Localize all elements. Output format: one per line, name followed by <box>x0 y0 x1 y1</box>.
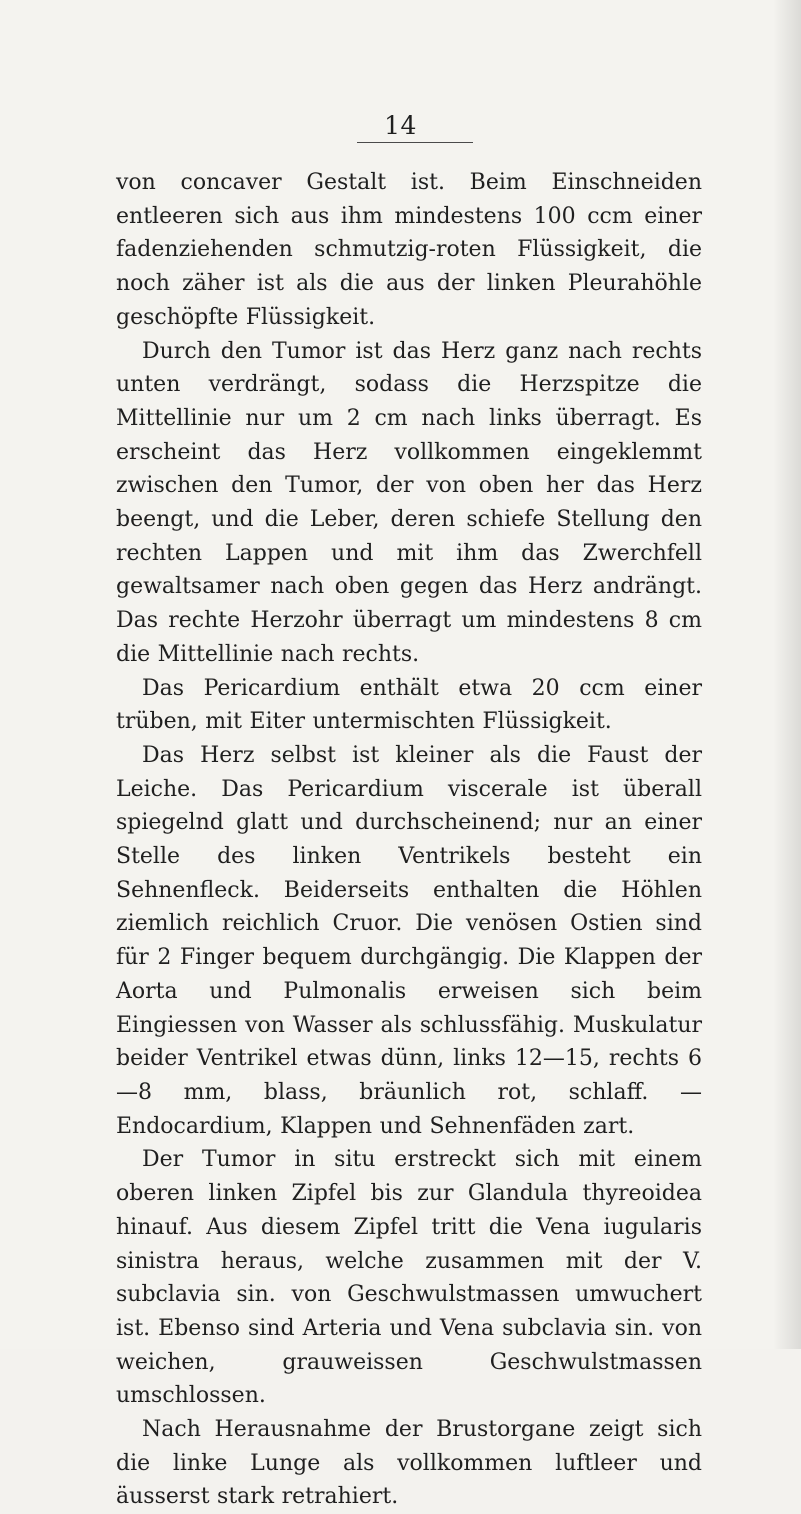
paragraph-4: Das Herz selbst ist kleiner als die Faust der Leiche. Das Pericardium viscerale ist überall spiegelnd glatt und durchscheinend; nur an einer Stelle des linken Ventrikels besteht ein Sehnenfleck. Beiderseits enthalten die Höhlen ziemlich reichlich Cruor. Die venösen Ostien sind für 2 Finger bequem durchgängig. Die Klappen der Aorta und Pulmonalis erweisen sich beim Eingiessen von Wasser als schlussfähig. Muskulatur beider Ventrikel etwas dünn, links 12—15, rechts 6—8 mm, blass, bräunlich rot, schlaff. — Endocardium, Klappen und Sehnenfäden zart. <box>116 742 702 1139</box>
paragraph-1: von concaver Gestalt ist. Beim Einschneiden entleeren sich aus ihm mindestens 100 ccm einer fadenziehenden schmutzig-roten Flüssigkeit, die noch zäher ist als die aus der linken Pleurahöhle geschöpfte Flüssigkeit. <box>116 170 702 330</box>
paragraph-6: Nach Herausnahme der Brustorgane zeigt sich die linke Lunge als vollkommen luftleer und äusserst stark retrahiert. <box>116 1417 702 1510</box>
body-text <box>116 166 702 1514</box>
paragraph-2: Durch den Tumor ist das Herz ganz nach rechts unten verdrängt, sodass die Herzspitze die Mittellinie nur um 2 cm nach links überragt. Es erscheint das Herz vollkommen eingeklemmt zwischen den Tumor, der von oben her das Herz beengt, und die Leber, deren schiefe Stellung den rechten Lappen und mit ihm das Zwerchfell gewaltsamer nach oben gegen das Herz andrängt. Das rechte Herzohr überragt um mindestens 8 cm die Mittellinie nach rechts. <box>116 338 702 667</box>
paragraph-5: Der Tumor in situ erstreckt sich mit einem oberen linken Zipfel bis zur Glandula thyreoidea hinauf. Aus diesem Zipfel tritt die Vena iugularis sinistra heraus, welche zusammen mit der V. subclavia sin. von Geschwulstmassen umwuchert ist. Ebenso sind Arteria und Vena subclavia sin. von weichen, grauweissen Geschwulstmassen umschlossen. <box>116 1147 702 1409</box>
page-number: 14 <box>384 111 417 140</box>
paragraph-3: Das Pericardium enthält etwa 20 ccm einer trüben, mit Eiter untermischten Flüssigkeit. <box>116 675 702 735</box>
header-rule <box>357 142 473 143</box>
